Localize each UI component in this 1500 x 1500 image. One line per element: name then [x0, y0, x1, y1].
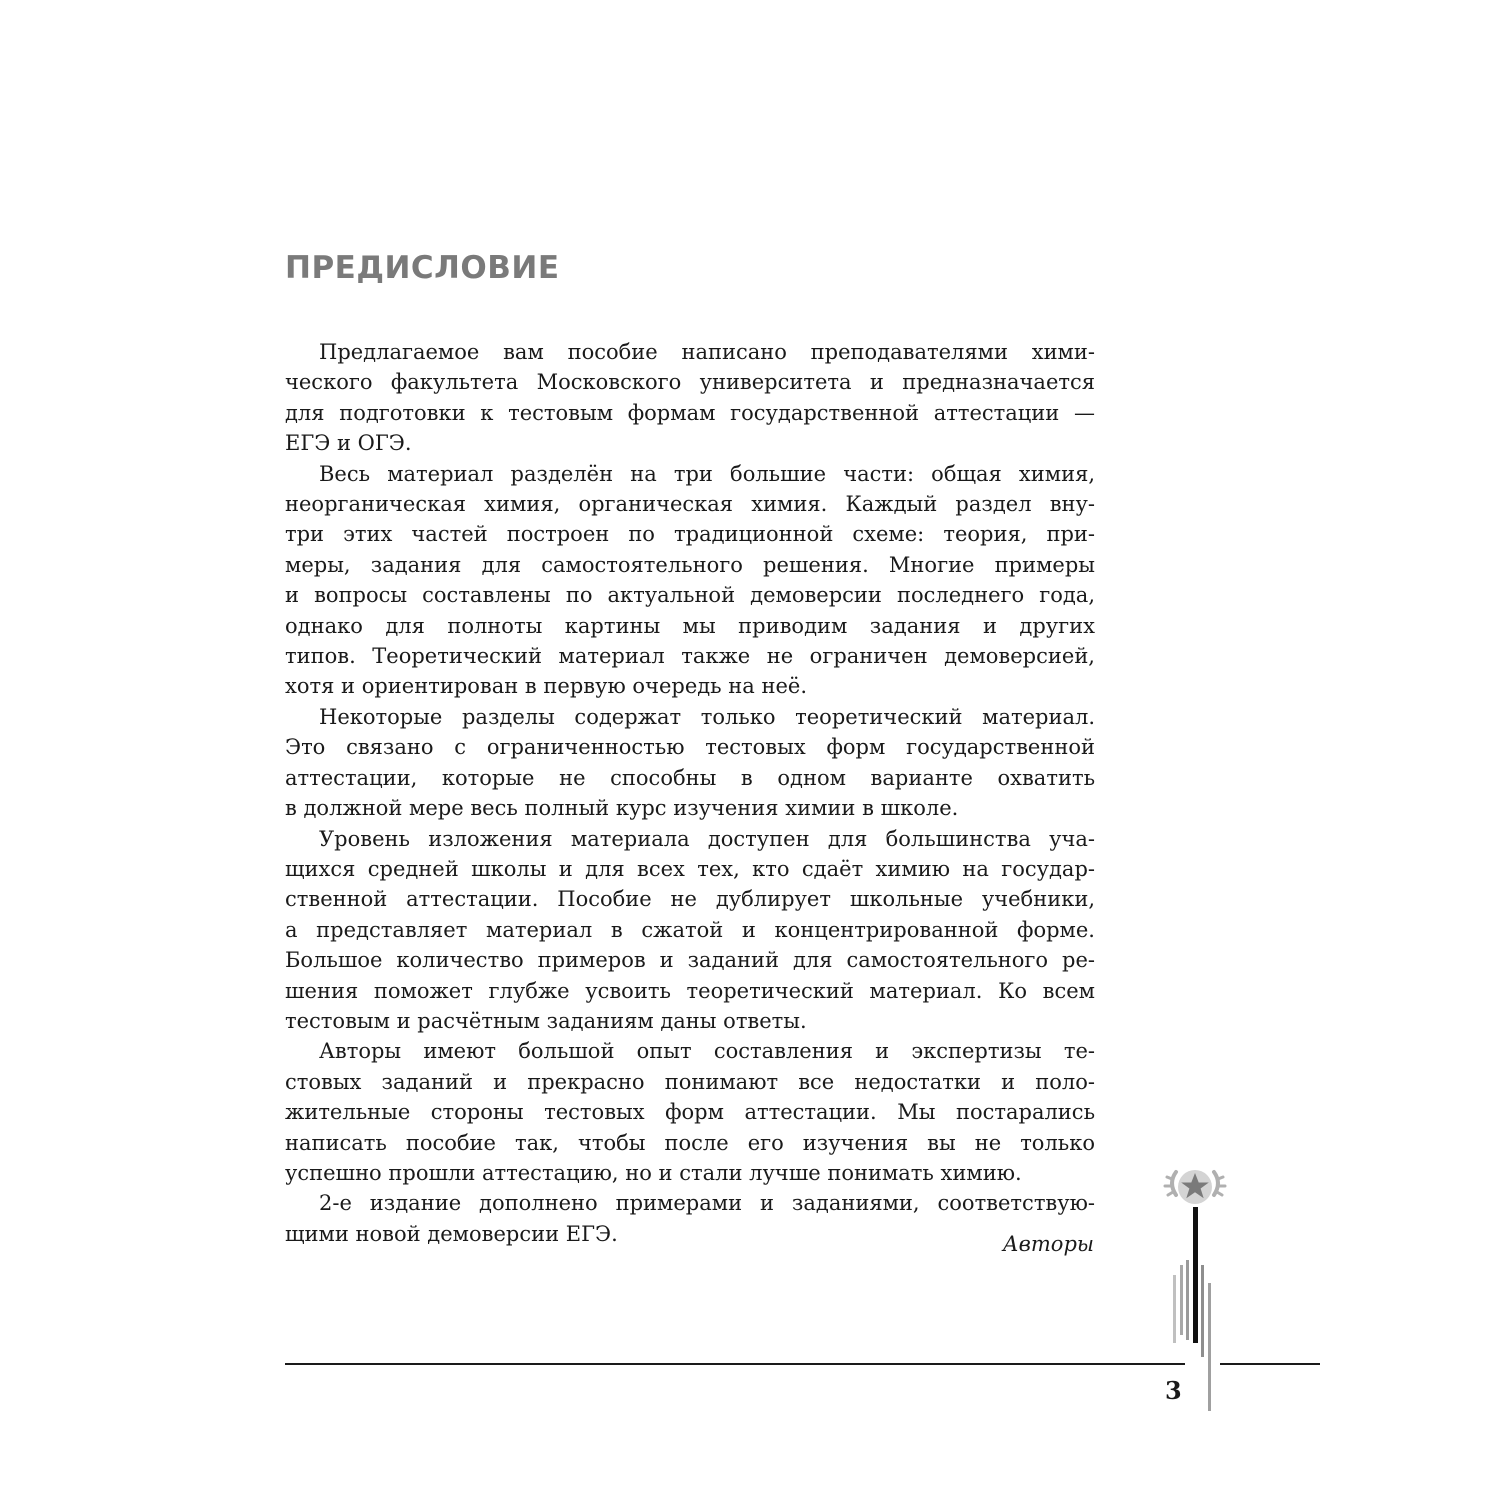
footer-rule-right [1220, 1363, 1320, 1365]
text-line: хотя и ориентирован в первую очередь на неё. [285, 674, 808, 699]
emblem-bar [1180, 1265, 1183, 1335]
emblem-bar [1208, 1283, 1211, 1411]
text-line: 2-е издание дополнено примерами и заданиями, соответствую- [319, 1191, 1095, 1216]
text-line: аттестации, которые не способны в одном варианте охватить [285, 765, 1095, 790]
text-line: однако для полноты картины мы приводим задания и других [285, 613, 1095, 638]
text-line: типов. Теоретический материал также не ограничен демоверсией, [285, 644, 1095, 669]
text-line: неорганическая химия, органическая химия. Каждый раздел вну- [285, 492, 1095, 517]
text-line: ЕГЭ и ОГЭ. [285, 431, 412, 456]
text-line: успешно прошли аттестацию, но и стали лучше понимать химию. [285, 1160, 1022, 1185]
text-line: Большое количество примеров и заданий для самостоятельного ре- [285, 948, 1095, 973]
text-line: ственной аттестации. Пособие не дублирует школьные учебники, [285, 887, 1095, 912]
text-line: меры, задания для самостоятельного решения. Многие примеры [285, 552, 1095, 577]
text-line: Некоторые разделы содержат только теоретический материал. [319, 704, 1095, 729]
text-line: стовых заданий и прекрасно понимают все недостатки и поло- [285, 1069, 1095, 1094]
text-line: Уровень изложения материала доступен для большинства уча- [319, 826, 1095, 851]
text-line: щими новой демоверсии ЕГЭ. [285, 1221, 618, 1246]
text-line: Это связано с ограниченностью тестовых форм государственной [285, 735, 1095, 760]
text-line: жительные стороны тестовых форм аттестации. Мы постарались [285, 1100, 1095, 1125]
text-line: и вопросы составлены по актуальной демоверсии последнего года, [285, 583, 1095, 608]
text-line: шения поможет глубже усвоить теоретический материал. Ко всем [285, 978, 1095, 1003]
text-line: написать пособие так, чтобы после его изучения вы не только [285, 1130, 1095, 1155]
text-line: а представляет материал в сжатой и концентрированной форме. [285, 917, 1095, 942]
emblem-bar [1201, 1265, 1204, 1357]
text-line: щихся средней школы и для всех тех, кто сдаёт химию на государ- [285, 856, 1095, 881]
text-line: Предлагаемое вам пособие написано преподавателями хими- [319, 340, 1095, 364]
text-line: тестовым и расчётным заданиям даны ответы. [285, 1008, 807, 1033]
emblem-bar [1186, 1260, 1189, 1340]
signature: Авторы [1002, 1232, 1094, 1256]
text-line: для подготовки к тестовым формам государственной аттестации — [285, 400, 1095, 425]
text-line: Авторы имеют большой опыт составления и экспертизы те- [319, 1039, 1095, 1064]
emblem-bar [1193, 1207, 1198, 1343]
preface-text [285, 337, 1095, 1249]
emblem-bar [1173, 1275, 1176, 1343]
page-number: 3 [1165, 1376, 1182, 1405]
page-title: ПРЕДИСЛОВИЕ [285, 250, 560, 286]
text-line: три этих частей построен по традиционной схеме: теория, при- [285, 522, 1095, 547]
text-line: Весь материал разделён на три большие части: общая химия, [319, 461, 1095, 486]
text-line: ческого факультета Московского университета и предназначается [285, 370, 1095, 395]
text-line: в должной мере весь полный курс изучения химии в школе. [285, 796, 959, 821]
footer-rule [285, 1363, 1185, 1365]
